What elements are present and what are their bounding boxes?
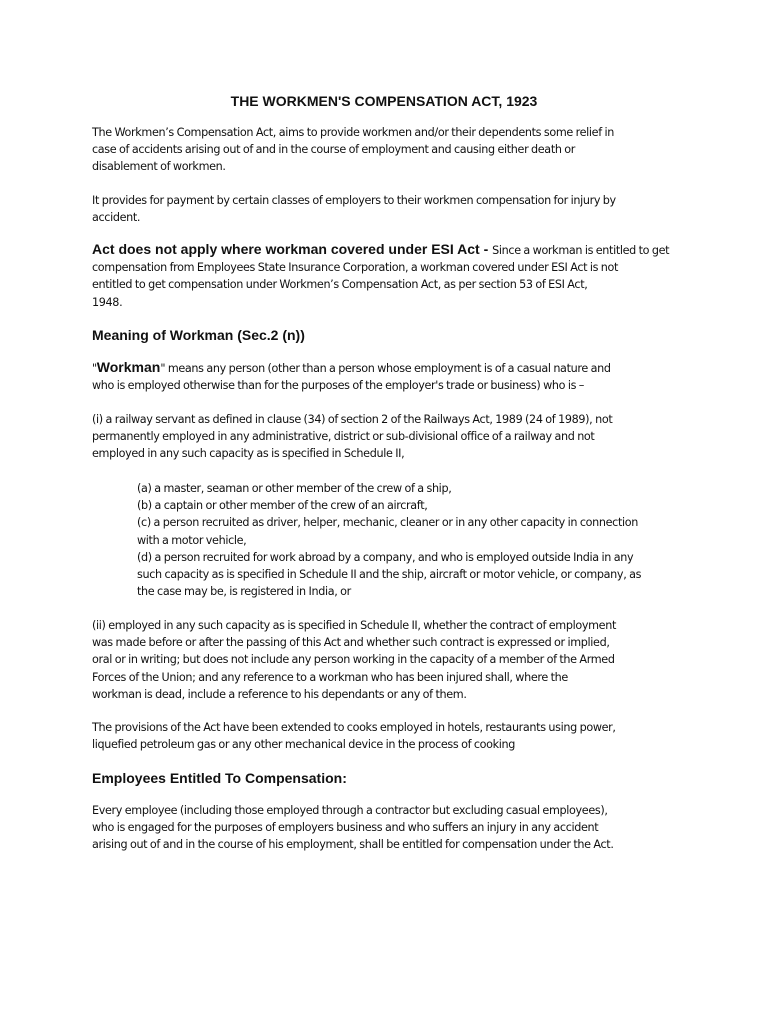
meaning-heading: Meaning of Workman (Sec.2 (n)) xyxy=(92,327,305,343)
text-line: employed in any such capacity as is specified in Schedule II, xyxy=(92,447,405,461)
list-item: (a) a master, seaman or other member of the crew of a ship, xyxy=(137,482,452,495)
text-line: (ii) employed in any such capacity as is specified in Schedule II, whether the contract of employment xyxy=(92,619,616,632)
list-item: (d) a person recruited for work abroad by a company, and who is employed outside India in any xyxy=(137,550,634,564)
text-line: 1948. xyxy=(92,295,123,309)
clause-ii-paragraph xyxy=(92,617,692,703)
entitled-heading: Employees Entitled To Compensation: xyxy=(92,770,347,786)
esi-paragraph xyxy=(92,241,692,311)
text-line: The Workmen’s Compensation Act, aims to provide workmen and/or their dependents some relief in xyxy=(92,126,615,139)
text-line: accident. xyxy=(92,211,141,225)
esi-text: Since a workman is entitled to get xyxy=(492,244,670,257)
text-line: Every employee (including those employed through a contractor but excluding casual employees), xyxy=(92,804,608,817)
sub-items-list xyxy=(137,480,697,600)
definition-paragraph xyxy=(92,359,692,394)
definition-text: " means any person (other than a person whose employment is of a casual nature and xyxy=(160,362,611,375)
list-item: (c) a person recruited as driver, helper, mechanic, cleaner or in any other capacity in connection xyxy=(137,516,638,530)
workman-term: Workman xyxy=(96,359,161,375)
provisions-paragraph xyxy=(92,719,692,753)
text-line: disablement of workmen. xyxy=(92,160,226,174)
text-line: was made before or after the passing of this Act and whether such contract is expressed or implied, xyxy=(92,636,610,650)
text-line: oral or in writing; but does not include any person working in the capacity of a member of the Armed xyxy=(92,653,615,667)
document-title: THE WORKMEN'S COMPENSATION ACT, 1923 xyxy=(230,93,538,109)
list-item: the case may be, is registered in India, or xyxy=(137,585,351,599)
text-line xyxy=(92,359,692,377)
text-line: compensation from Employees State Insurance Corporation, a workman covered under ESI Act is not xyxy=(92,261,619,275)
intro-paragraph xyxy=(92,124,692,176)
text-line: (i) a railway servant as defined in clause (34) of section 2 of the Railways Act, 1989 (24 of 1989), not xyxy=(92,413,613,426)
list-item: (b) a captain or other member of the crew of an aircraft, xyxy=(137,499,428,513)
text-line: case of accidents arising out of and in the course of employment and causing either death or xyxy=(92,143,576,157)
text-line xyxy=(92,241,692,259)
text-line: who is employed otherwise than for the purposes of the employer's trade or business) who is – xyxy=(92,379,585,393)
open-quote: " xyxy=(92,362,97,375)
clause-i-paragraph xyxy=(92,411,692,463)
text-line: permanently employed in any administrative, district or sub-divisional office of a railway and not xyxy=(92,430,595,444)
text-line: The provisions of the Act have been extended to cooks employed in hotels, restaurants using power, xyxy=(92,721,616,734)
list-item: with a motor vehicle, xyxy=(137,533,247,547)
provides-paragraph xyxy=(92,192,692,226)
esi-heading: Act does not apply where workman covered under ESI Act - xyxy=(92,241,493,257)
entitled-paragraph xyxy=(92,802,692,854)
list-item: such capacity as is specified in Schedule II and the ship, aircraft or motor vehicle, or company, as xyxy=(137,568,642,582)
text-line: entitled to get compensation under Workmen’s Compensation Act, as per section 53 of ESI Act, xyxy=(92,278,588,292)
text-line: liquefied petroleum gas or any other mechanical device in the process of cooking xyxy=(92,738,516,752)
text-line: workman is dead, include a reference to his dependants or any of them. xyxy=(92,687,467,701)
text-line: It provides for payment by certain classes of employers to their workmen compensation for injury by xyxy=(92,194,616,207)
text-line: who is engaged for the purposes of employers business and who suffers an injury in any accident xyxy=(92,821,599,835)
text-line: arising out of and in the course of his employment, shall be entitled for compensation under the Act. xyxy=(92,838,614,852)
text-line: Forces of the Union; and any reference to a workman who has been injured shall, where the xyxy=(92,670,568,684)
